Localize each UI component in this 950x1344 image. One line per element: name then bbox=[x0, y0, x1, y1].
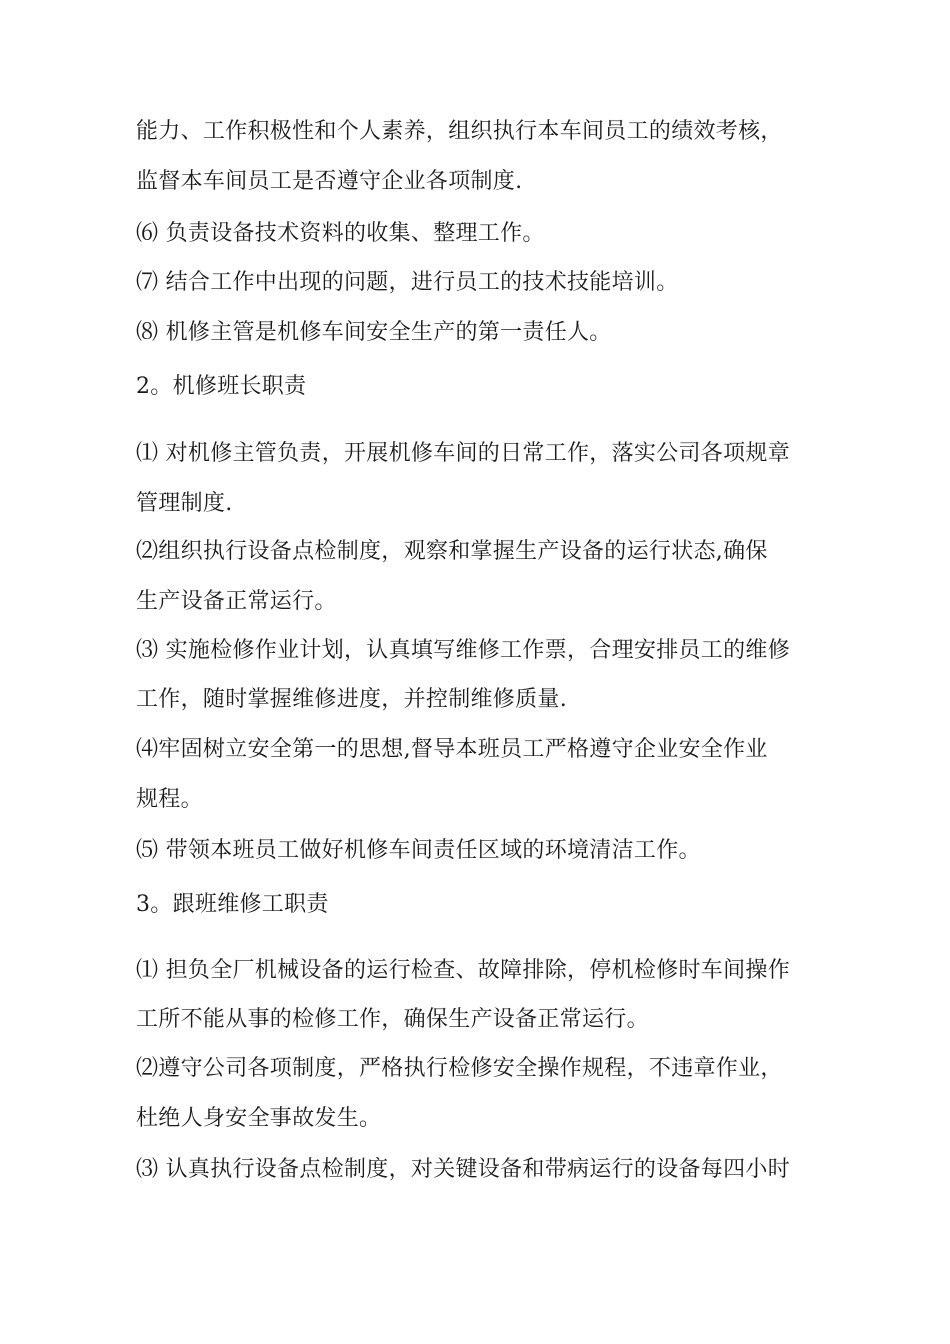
paragraph-line: 规程。 bbox=[136, 787, 203, 812]
paragraph-line: 管理制度. bbox=[136, 491, 233, 516]
paragraph-line: 工作，随时掌握维修进度，并控制维修质量. bbox=[136, 687, 567, 712]
list-item-7: ⑺ 结合工作中出现的问题，进行员工的技术技能培训。 bbox=[136, 270, 679, 295]
list-item-8: ⑻ 机修主管是机修车间安全生产的第一责任人。 bbox=[136, 320, 612, 345]
list-item-1: ⑴ 对机修主管负责，开展机修车间的日常工作，落实公司各项规章 bbox=[136, 441, 790, 466]
paragraph-line: 生产设备正常运行。 bbox=[136, 589, 337, 614]
list-item-6: ⑹ 负责设备技术资料的收集、整理工作。 bbox=[136, 221, 545, 246]
list-item-3: ⑶ 认真执行设备点检制度，对关键设备和带病运行的设备每四小时 bbox=[136, 1157, 790, 1182]
list-item-3: ⑶ 实施检修作业计划，认真填写维修工作票，合理安排员工的维修 bbox=[136, 638, 790, 663]
paragraph-line: 监督本车间员工是否遵守企业各项制度. bbox=[136, 169, 523, 194]
list-item-5: ⑸ 带领本班员工做好机修车间责任区域的环境清洁工作。 bbox=[136, 838, 701, 863]
paragraph-line: 能力、工作积极性和个人素养，组织执行本车间员工的绩效考核， bbox=[136, 119, 783, 144]
list-item-2: ⑵组织执行设备点检制度，观察和掌握生产设备的运行状态,确保 bbox=[136, 539, 768, 564]
section-heading-3: 3。跟班维修工职责 bbox=[136, 892, 329, 917]
paragraph-line: 杜绝人身安全事故发生。 bbox=[136, 1106, 382, 1131]
list-item-1: ⑴ 担负全厂机械设备的运行检查、故障排除，停机检修时车间操作 bbox=[136, 958, 790, 983]
paragraph-line: 工所不能从事的检修工作，确保生产设备正常运行。 bbox=[136, 1007, 649, 1032]
section-heading-2: 2。机修班长职责 bbox=[136, 374, 307, 399]
list-item-2: ⑵遵守公司各项制度，严格执行检修安全操作规程，不违章作业， bbox=[136, 1056, 783, 1081]
list-item-4: ⑷牢固树立安全第一的思想,督导本班员工严格遵守企业安全作业 bbox=[136, 737, 768, 762]
